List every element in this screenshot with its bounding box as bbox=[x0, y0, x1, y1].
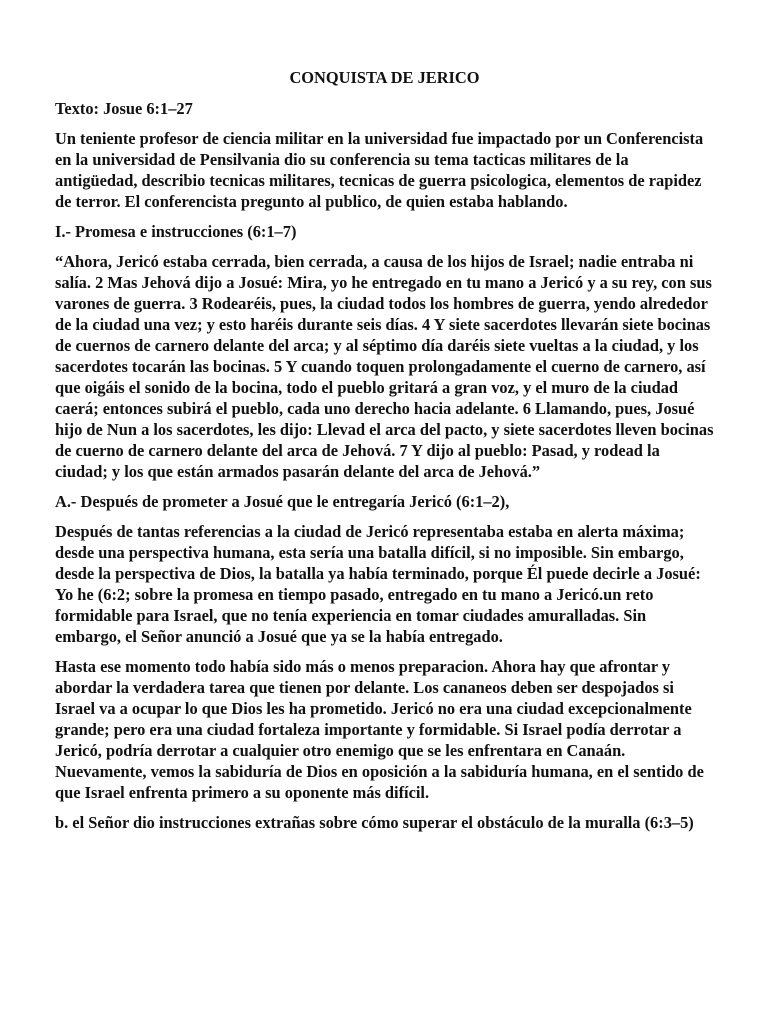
intro-paragraph: Un teniente profesor de ciencia militar en la universidad fue impactado por un Conferencista en la universidad de Pensilvania dio su conferencia su tema tacticas militares de la antigüedad, describio tecnicas militares, tecnicas de guerra psicologica, elementos de rapidez de terror. El conferencista pregunto al publico, de quien estaba hablando. bbox=[55, 129, 704, 211]
subheading-a: A.- Después de prometer a Josué que le entregaría Jericó (6:1–2), bbox=[55, 492, 510, 511]
commentary-paragraph-2: Hasta ese momento todo había sido más o menos preparacion. Ahora hay que afrontar y abordar la verdadera tarea que tienen por delante. Los cananeos deben ser despojados si Israel va a ocupar lo que Dios les ha prometido. Jericó no era una ciudad excepcionalmente grande; pero era una ciudad fortaleza importante y formidable. Si Israel podía derrotar a Jericó, podría derrotar a cualquier otro enemigo que se les enfrentara en Canaán. Nuevamente, vemos la sabiduría de Dios en oposición a la sabiduría humana, en el sentido de que Israel enfrenta primero a su oponente más difícil. bbox=[55, 657, 704, 802]
text-reference: Texto: Josue 6:1–27 bbox=[55, 99, 193, 118]
scripture-quote-paragraph: “Ahora, Jericó estaba cerrada, bien cerrada, a causa de los hijos de Israel; nadie entraba ni salía. 2 Mas Jehová dijo a Josué: Mira, yo he entregado en tu mano a Jericó y a su rey, con sus varones de guerra. 3 Rodearéis, pues, la ciudad todos los hombres de guerra, yendo alrededor de la ciudad una vez; y esto haréis durante seis días. 4 Y siete sacerdotes llevarán siete bocinas de cuernos de carnero delante del arca; y al séptimo día daréis siete vueltas a la ciudad, y los sacerdotes tocarán las bocinas. 5 Y cuando toquen prolongadamente el cuerno de carnero, así que oigáis el sonido de la bocina, todo el pueblo gritará a gran voz, y el muro de la ciudad caerá; entonces subirá el pueblo, cada uno derecho hacia adelante. 6 Llamando, pues, Josué hijo de Nun a los sacerdotes, les dijo: Llevad el arca del pacto, y siete sacerdotes lleven bocinas de cuerno de carnero delante del arca de Jehová. 7 Y dijo al pueblo: Pasad, y rodead la ciudad; y los que están armados pasarán delante del arca de Jehová.” bbox=[55, 252, 714, 481]
commentary-paragraph-1: Después de tantas referencias a la ciudad de Jericó representaba estaba en alerta máxima; desde una perspectiva humana, esta sería una batalla difícil, si no imposible. Sin embargo, desde la perspectiva de Dios, la batalla ya había terminado, porque Él puede decirle a Josué: Yo he (6:2; sobre la promesa en tiempo pasado, entregado en tu mano a Jericó.un reto formidable para Israel, que no tenía experiencia en tomar ciudades amuralladas. Sin embargo, el Señor anunció a Josué que ya se la había entregado. bbox=[55, 522, 701, 646]
section-heading-promesa: I.- Promesa e instrucciones (6:1–7) bbox=[55, 222, 297, 241]
subheading-b: b. el Señor dio instrucciones extrañas sobre cómo superar el obstáculo de la muralla (6:3–5) bbox=[55, 813, 694, 832]
document-title: CONQUISTA DE JERICO bbox=[289, 68, 480, 87]
